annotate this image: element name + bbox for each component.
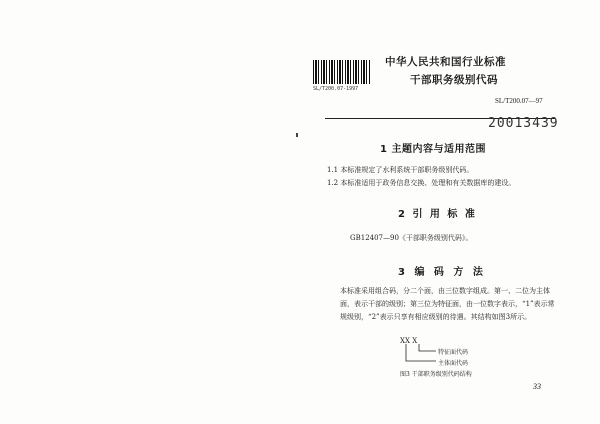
main-face-label: 主体面代码 bbox=[438, 360, 469, 367]
referenced-standard: GB12407—90《干部职务级别代码》。 bbox=[350, 234, 473, 242]
section-3-title: 3 编 码 方 法 bbox=[398, 267, 486, 278]
barcode-text: SL/T200.07-1997 bbox=[313, 86, 359, 92]
document-title: 干部职务级别代码 bbox=[410, 74, 498, 86]
section-2-title: 2 引 用 标 准 bbox=[398, 209, 477, 220]
figure-code-pattern: XX X bbox=[400, 337, 418, 345]
clause-1-1: 1.1 本标准规定了水利系统干部职务级别代码。 bbox=[327, 166, 474, 174]
issuer-heading: 中华人民共和国行业标准 bbox=[385, 56, 506, 68]
figure-caption: 图3 干部职务级别代码结构 bbox=[400, 371, 472, 378]
standard-code: SL/T200.07—97 bbox=[495, 97, 543, 105]
page-number: 33 bbox=[533, 382, 541, 391]
archive-stamp: 20013439 bbox=[488, 116, 559, 131]
feature-face-label: 特征面代码 bbox=[438, 349, 469, 356]
coding-method-paragraph: 本标准采用组合码，分二个面，由三位数字组成。第一、二位为主体面，表示干部的级别；第三位为特征面，由一位数字表示，“1”表示常规级别，“2”表示只享有相应级别的待遇。其结构如图3所示。 bbox=[340, 287, 555, 321]
section-1-title: 1 主题内容与适用范围 bbox=[380, 144, 486, 155]
clause-1-2: 1.2 本标准适用于政务信息交换、处理和有关数据库的建设。 bbox=[327, 179, 516, 187]
